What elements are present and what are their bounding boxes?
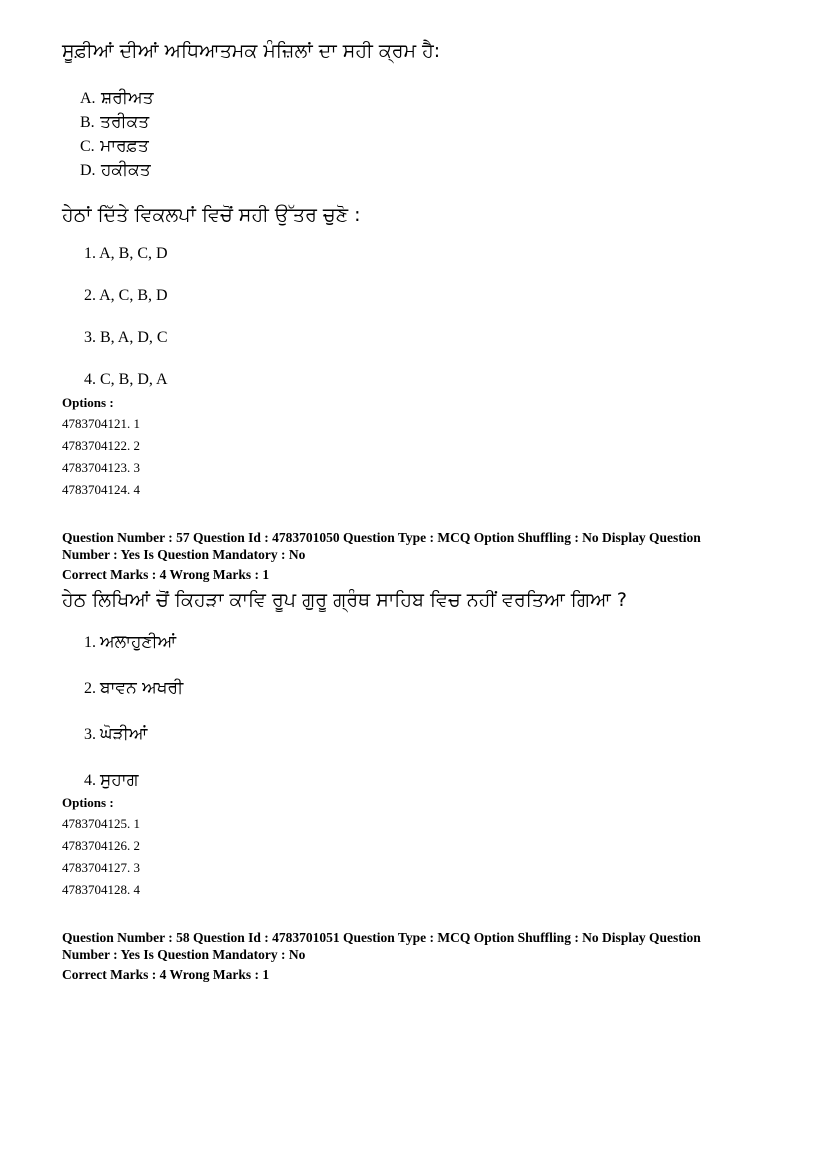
choice-text: ਘੋੜੀਆਂ	[100, 724, 148, 744]
option-id-line: 4783704124. 4	[62, 482, 140, 497]
option-id-line: 4783704123. 3	[62, 460, 140, 475]
option-id-line: 4783704121. 1	[62, 416, 140, 431]
statement-text: ਸ਼ਰੀਅਤ	[100, 88, 154, 108]
statement-label: C.	[80, 138, 95, 155]
choice-1	[84, 632, 176, 652]
choice-2	[84, 678, 183, 698]
option-id-line: 4783704122. 2	[62, 438, 140, 453]
choice-text: ਬਾਵਨ ਅਖਰੀ	[100, 678, 184, 698]
statement-label: B.	[80, 114, 95, 131]
question-58-meta	[62, 929, 782, 983]
choice-1: 1. A, B, C, D	[84, 245, 168, 262]
statement-label: A.	[80, 90, 96, 107]
choice-text: ਸੁਹਾਗ	[100, 770, 139, 790]
meta-line: Number : Yes Is Question Mandatory : No	[62, 547, 306, 562]
question-57-text: ਹੇਠ ਲਿਖਿਆਂ ਚੋਂ ਕਿਹੜਾ ਕਾਵਿ ਰੂਪ ਗੁਰੂ ਗ੍ਰੰਥ ਸਾਹਿਬ ਵਿਚ ਨਹੀਂ ਵਰਤਿਆ ਗਿਆ ?	[62, 589, 627, 611]
statement-label: D.	[80, 162, 96, 179]
option-id-line: 4783704127. 3	[62, 860, 140, 875]
options-heading: Options :	[62, 395, 114, 410]
statement-text: ਮਾਰਫ਼ਤ	[100, 136, 149, 156]
choice-4: 4. C, B, D, A	[84, 371, 168, 388]
statement-b	[80, 110, 149, 135]
meta-line: Question Number : 57 Question Id : 4783701050 Question Type : MCQ Option Shuffling : No Display Question	[62, 530, 701, 545]
choice-number: 1.	[84, 634, 96, 651]
options-heading: Options :	[62, 795, 114, 810]
choice-text: ਅਲਾਹੁਣੀਆਂ	[100, 632, 177, 652]
choice-number: 4.	[84, 772, 96, 789]
question-56-instruction: ਹੇਠਾਂ ਦਿੱਤੇ ਵਿਕਲਪਾਂ ਵਿਚੋਂ ਸਹੀ ਉੱਤਰ ਚੁਣੋ :	[62, 204, 361, 226]
choice-2: 2. A, C, B, D	[84, 287, 168, 304]
statement-d	[80, 158, 151, 183]
option-id-line: 4783704125. 1	[62, 816, 140, 831]
choice-number: 2.	[84, 680, 96, 697]
option-id-line: 4783704128. 4	[62, 882, 140, 897]
meta-line: Number : Yes Is Question Mandatory : No	[62, 947, 306, 962]
choice-3: 3. B, A, D, C	[84, 329, 168, 346]
choice-4	[84, 770, 138, 790]
statement-c	[80, 134, 149, 159]
meta-line: Question Number : 58 Question Id : 4783701051 Question Type : MCQ Option Shuffling : No Display Question	[62, 930, 701, 945]
statement-text: ਤਰੀਕਤ	[100, 112, 150, 132]
meta-line: Correct Marks : 4 Wrong Marks : 1	[62, 567, 270, 582]
choice-3	[84, 724, 147, 744]
option-id-line: 4783704126. 2	[62, 838, 140, 853]
choice-number: 3.	[84, 726, 96, 743]
question-56-text: ਸੂਫ਼ੀਆਂ ਦੀਆਂ ਅਧਿਆਤਮਕ ਮੰਜ਼ਿਲਾਂ ਦਾ ਸਹੀ ਕ੍ਰਮ ਹੈ:	[62, 40, 441, 62]
statement-text: ਹਕੀਕਤ	[100, 160, 151, 180]
meta-line: Correct Marks : 4 Wrong Marks : 1	[62, 967, 270, 982]
statement-a	[80, 86, 153, 111]
question-57-meta	[62, 529, 782, 583]
